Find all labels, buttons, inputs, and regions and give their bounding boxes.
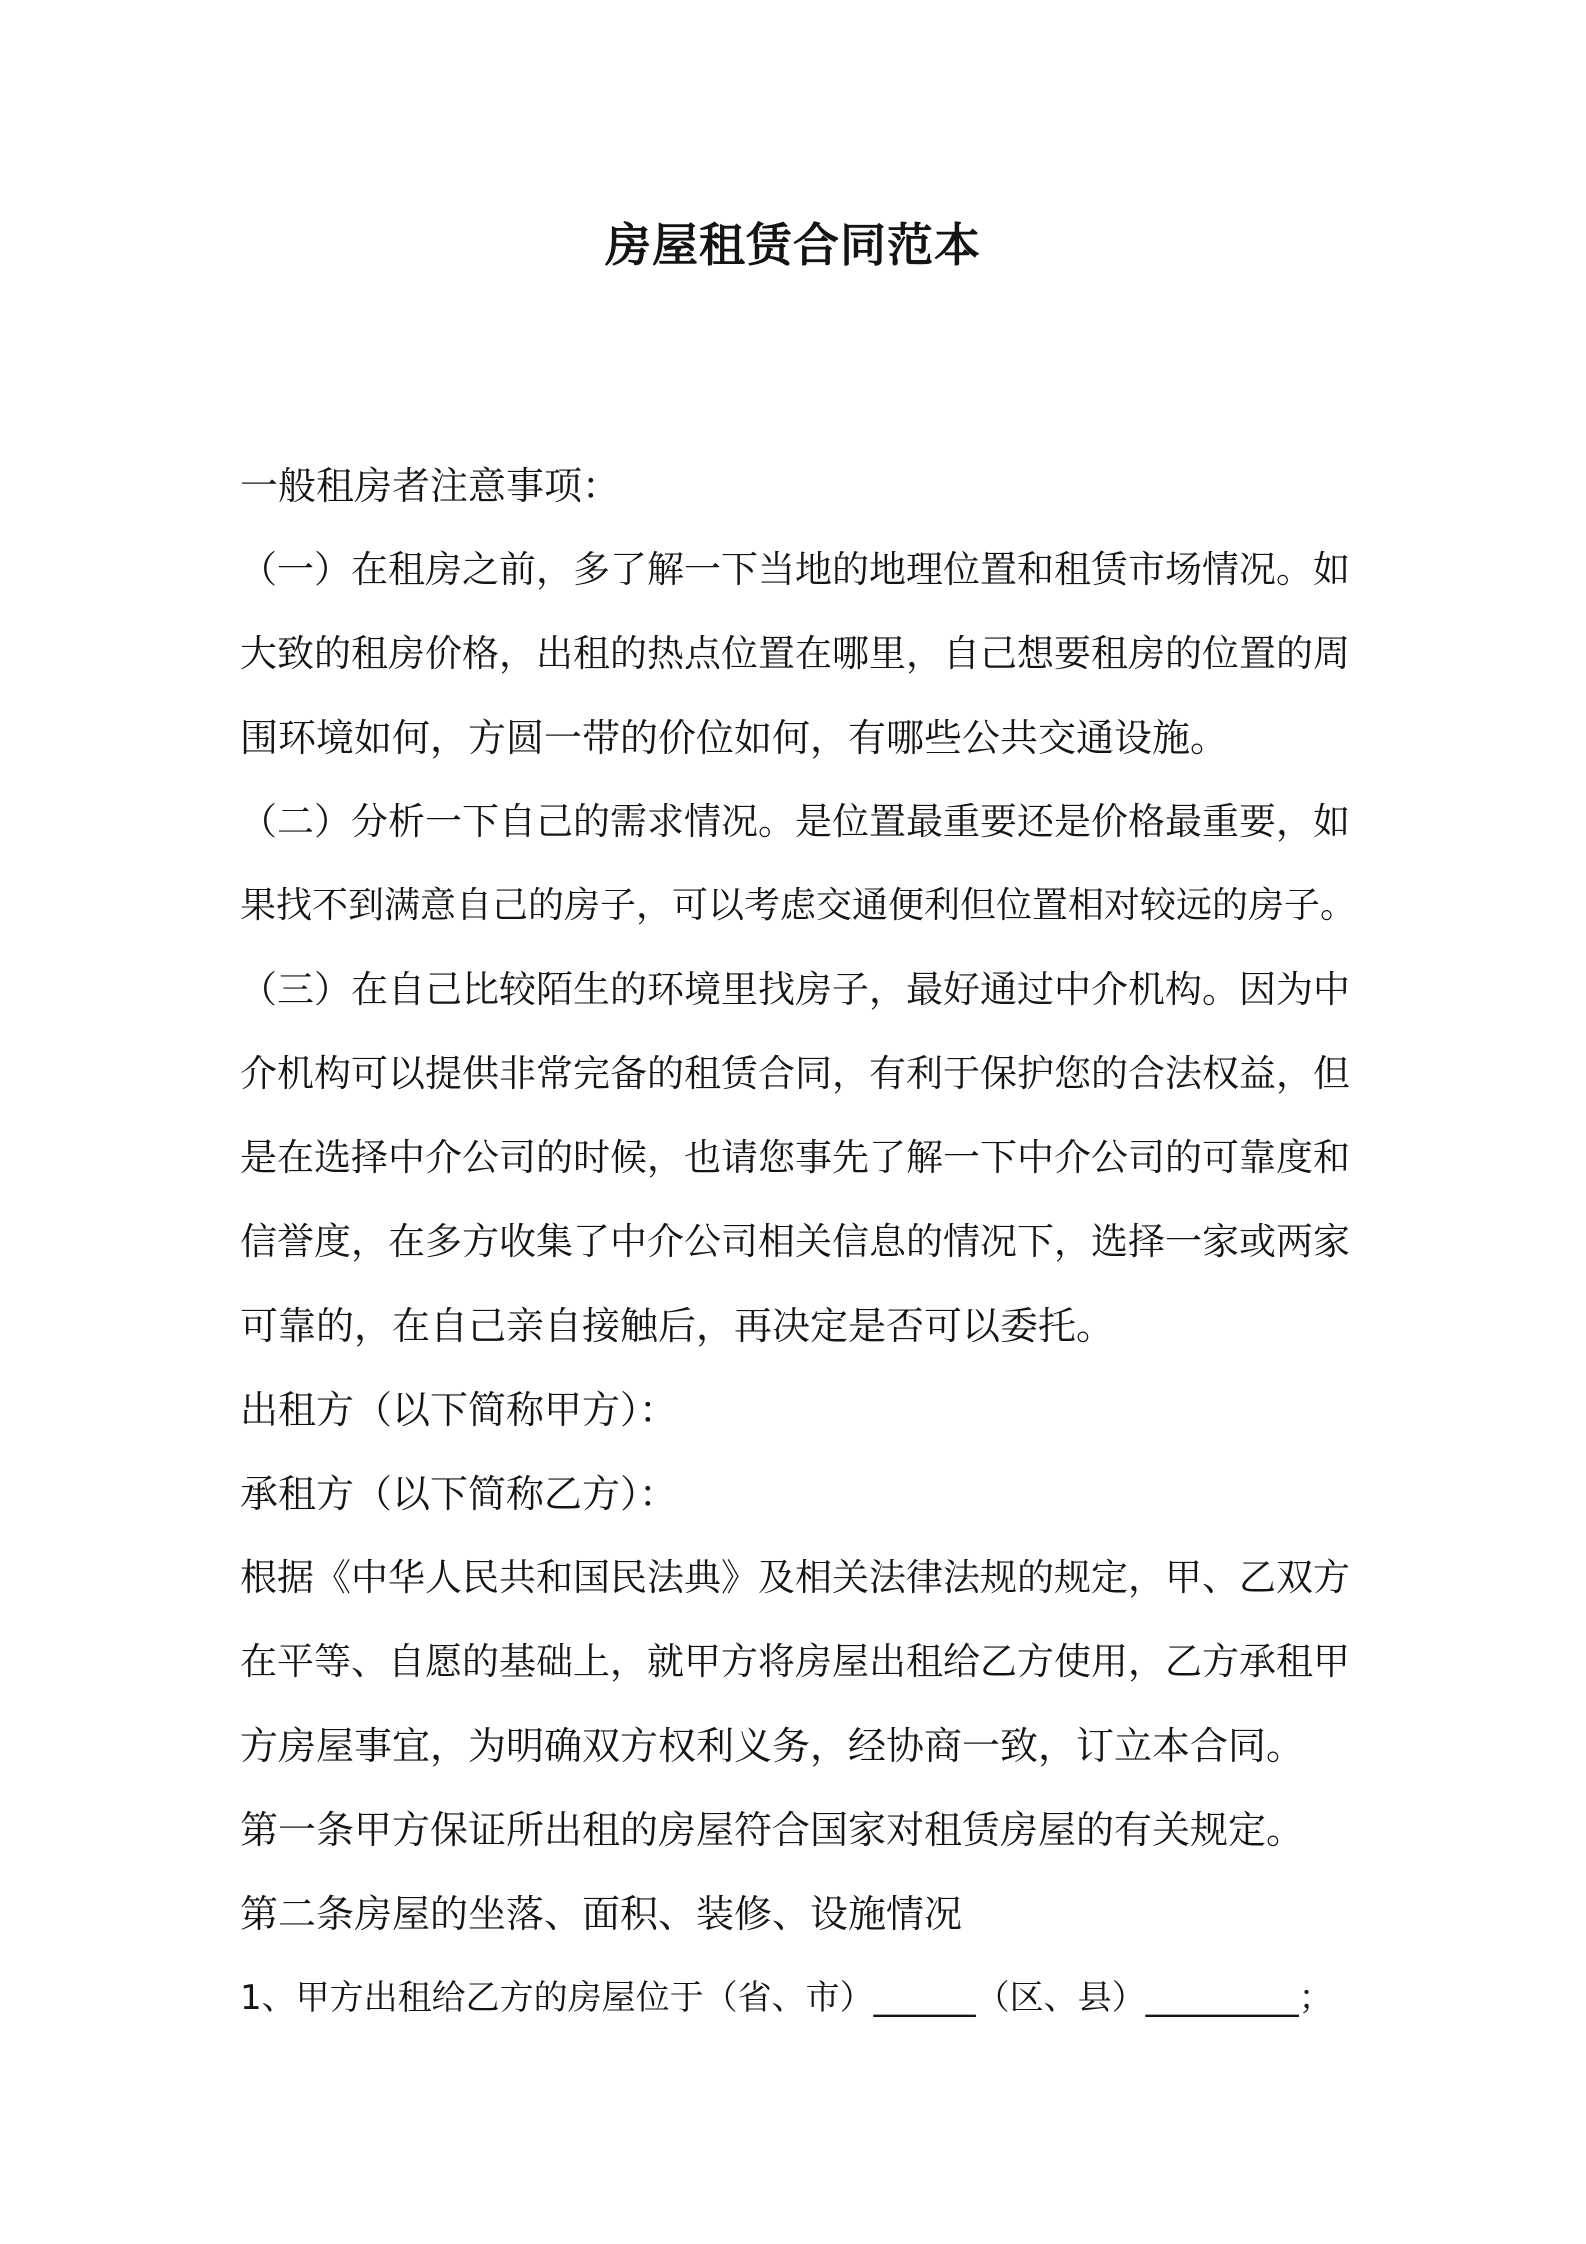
text-line: 大致的租房价格，出租的热点位置在哪里，自己想要租房的位置的周 xyxy=(240,632,1350,675)
text-line: （二）分析一下自己的需求情况。是位置最重要还是价格最重要，如 xyxy=(240,800,1350,843)
text-line: 是在选择中介公司的时候，也请您事先了解一下中介公司的可靠度和 xyxy=(240,1136,1350,1179)
text-line: 根据《中华人民共和国民法典》及相关法律法规的规定，甲、乙双方 xyxy=(240,1556,1350,1599)
text-line: 信誉度，在多方收集了中介公司相关信息的情况下，选择一家或两家 xyxy=(240,1220,1350,1263)
text-line: 果找不到满意自己的房子，可以考虑交通便利但位置相对较远的房子。 xyxy=(240,885,1357,926)
lessee-line: 承租方（以下简称乙方）： xyxy=(240,1472,678,1516)
text-line: （三）在自己比较陌生的环境里找房子，最好通过中介机构。因为中 xyxy=(240,968,1350,1011)
text-line: 方房屋事宜，为明确双方权利义务，经协商一致，订立本合同。 xyxy=(240,1724,1305,1768)
text-line: 围环境如何，方圆一带的价位如何，有哪些公共交通设施。 xyxy=(240,716,1229,760)
text-line: 介机构可以提供非常完备的租赁合同，有利于保护您的合法权益，但 xyxy=(240,1052,1350,1095)
article-one: 第一条甲方保证所出租的房屋符合国家对租赁房屋的有关规定。 xyxy=(240,1808,1305,1852)
document-title: 房屋租赁合同范本 xyxy=(605,218,981,272)
text-line: （一）在租房之前，多了解一下当地的地理位置和租赁市场情况。如 xyxy=(240,548,1350,591)
lessor-line: 出租方（以下简称甲方）： xyxy=(240,1388,678,1432)
article-two: 第二条房屋的坐落、面积、装修、设施情况 xyxy=(240,1892,963,1936)
notice-heading: 一般租房者注意事项： xyxy=(240,464,621,508)
clause-address: 1、甲方出租给乙方的房屋位于（省、市）______（区、县）_________； xyxy=(240,1978,1333,2018)
text-line: 在平等、自愿的基础上，就甲方将房屋出租给乙方使用，乙方承租甲 xyxy=(240,1640,1350,1683)
text-line: 可靠的，在自己亲自接触后，再决定是否可以委托。 xyxy=(240,1304,1115,1348)
document-body xyxy=(240,444,1360,2040)
